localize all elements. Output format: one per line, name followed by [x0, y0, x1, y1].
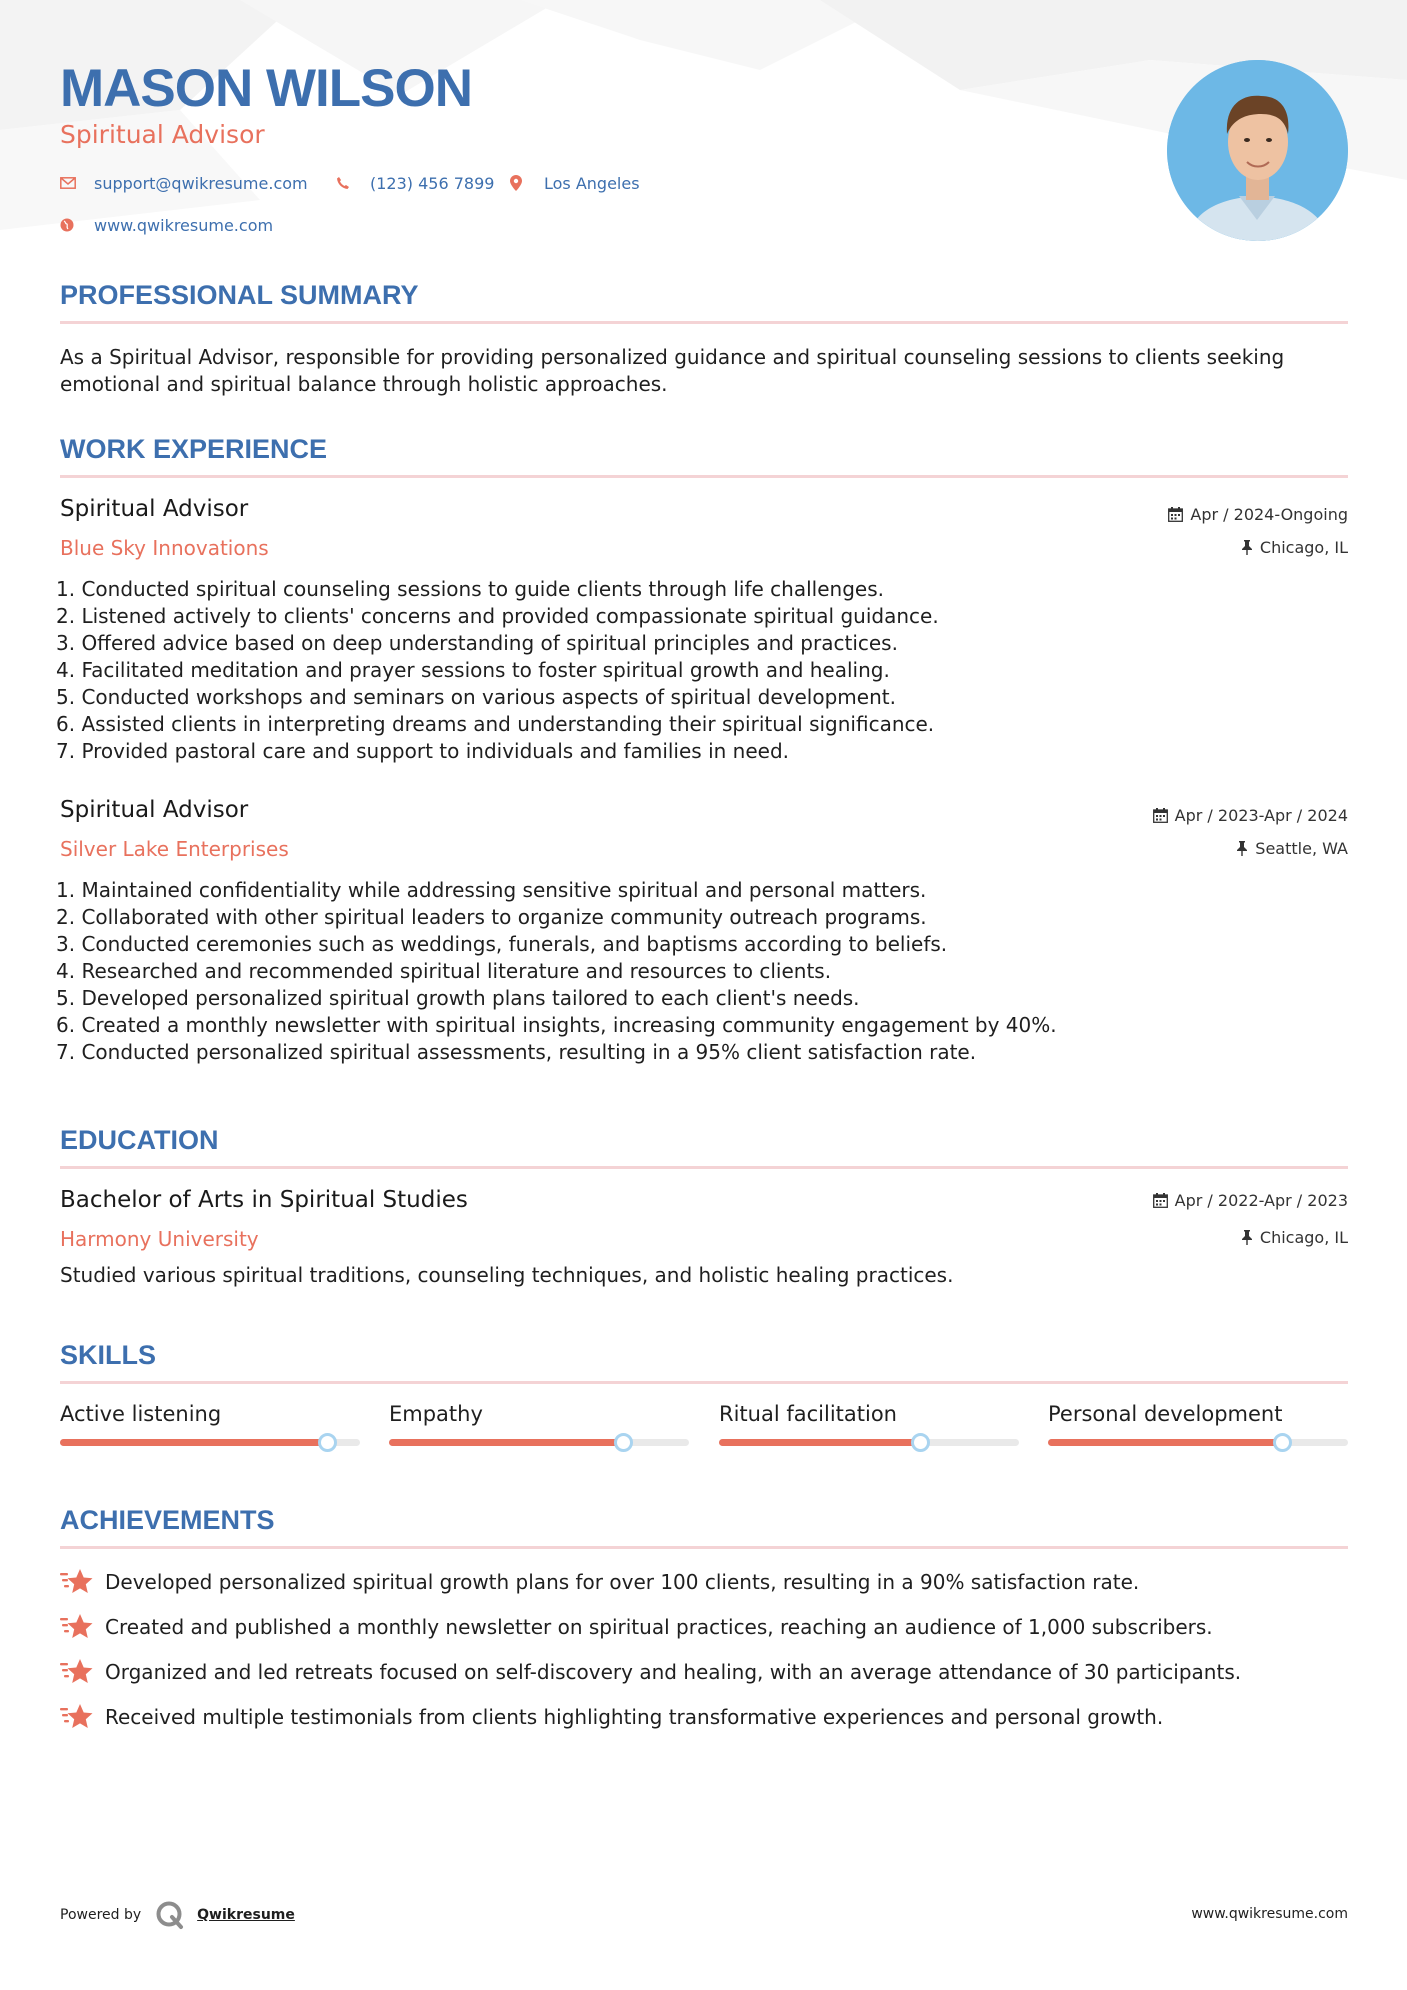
skills-heading: SKILLS [60, 1340, 157, 1370]
phone-icon [336, 173, 360, 193]
skill-bar [60, 1439, 360, 1446]
job-company: Blue Sky Innovations [60, 536, 269, 560]
skill-bar-fill [60, 1439, 327, 1446]
education-dates [1153, 1191, 1348, 1210]
achievement-item [60, 1658, 1241, 1686]
education-description: Studied various spiritual traditions, counseling techniques, and holistic healing practices. [60, 1263, 954, 1287]
education-divider [60, 1166, 1348, 1169]
achievement-item [60, 1703, 1163, 1731]
qwikresume-logo-icon [155, 1900, 185, 1930]
location-text: Los Angeles [544, 173, 640, 193]
profile-photo [1167, 60, 1348, 241]
calendar-icon [1168, 507, 1183, 522]
calendar-icon [1153, 808, 1168, 823]
summary-divider [60, 321, 1348, 324]
envelope-icon [60, 173, 84, 193]
summary-heading: PROFESSIONAL SUMMARY [60, 280, 419, 310]
job-company: Silver Lake Enterprises [60, 837, 289, 861]
contact-phone[interactable] [336, 173, 494, 193]
skill-bar [1048, 1439, 1348, 1446]
school-name: Harmony University [60, 1227, 259, 1251]
experience-divider [60, 475, 1348, 478]
list-item: 7. Provided pastoral care and support to individuals and families in need. [56, 739, 789, 763]
experience-heading: WORK EXPERIENCE [60, 434, 328, 464]
email-text[interactable]: support@qwikresume.com [94, 173, 308, 193]
pushpin-icon [1241, 1230, 1253, 1245]
achievement-text: Received multiple testimonials from clients highlighting transformative experiences and personal growth. [105, 1705, 1164, 1729]
skill-bar-fill [1048, 1439, 1282, 1446]
achievement-item [60, 1568, 1139, 1596]
pushpin-icon [1241, 540, 1253, 555]
job-location [1241, 538, 1348, 557]
phone-text[interactable]: (123) 456 7899 [370, 173, 495, 193]
skill-bar-knob [911, 1433, 930, 1452]
list-item: 5. Developed personalized spiritual growth plans tailored to each client's needs. [56, 986, 860, 1010]
achievement-text: Organized and led retreats focused on self-discovery and healing, with an average attendance of 30 participants. [105, 1660, 1242, 1684]
skill-label: Active listening [60, 1402, 222, 1426]
list-item: 5. Conducted workshops and seminars on various aspects of spiritual development. [56, 685, 896, 709]
website-text[interactable]: www.qwikresume.com [94, 215, 274, 235]
footer-website[interactable]: www.qwikresume.com [1191, 1906, 1348, 1922]
pushpin-icon [1236, 841, 1248, 856]
summary-text: As a Spiritual Advisor, responsible for providing personalized guidance and spiritual counseling sessions to clients seeking emotional and spiritual balance through holistic approaches. [60, 345, 1285, 396]
star-icon [60, 1703, 93, 1731]
list-item: 7. Conducted personalized spiritual assessments, resulting in a 95% client satisfaction rate. [56, 1040, 977, 1064]
skill-bar [389, 1439, 689, 1446]
skill-bar-knob [318, 1433, 337, 1452]
list-item: 6. Created a monthly newsletter with spiritual insights, increasing community engagement by 40%. [56, 1013, 1057, 1037]
footer-powered-by [60, 1900, 295, 1930]
list-item: 2. Listened actively to clients' concerns and provided compassionate spiritual guidance. [56, 604, 939, 628]
star-icon [60, 1568, 93, 1596]
job-responsibilities [56, 576, 1346, 765]
location-pin-icon [510, 173, 534, 193]
candidate-name: MASON WILSON [60, 59, 472, 118]
skill-label: Empathy [389, 1402, 483, 1426]
skill-label: Personal development [1048, 1402, 1283, 1426]
list-item: 2. Collaborated with other spiritual leaders to organize community outreach programs. [56, 905, 927, 929]
skill-label: Ritual facilitation [719, 1402, 897, 1426]
job-responsibilities [56, 877, 1346, 1066]
achievements-divider [60, 1546, 1348, 1549]
list-item: 1. Maintained confidentiality while addressing sensitive spiritual and personal matters. [56, 878, 927, 902]
list-item: 4. Researched and recommended spiritual literature and resources to clients. [56, 959, 832, 983]
skill-bar-knob [1273, 1433, 1292, 1452]
contact-location [510, 173, 640, 193]
list-item: 1. Conducted spiritual counseling sessions to guide clients through life challenges. [56, 577, 884, 601]
job-dates-text: Apr / 2023-Apr / 2024 [1174, 806, 1348, 825]
brand-link[interactable]: Qwikresume [197, 1907, 295, 1923]
job-location-text: Seattle, WA [1255, 839, 1348, 858]
education-dates-text: Apr / 2022-Apr / 2023 [1174, 1191, 1348, 1210]
skills-divider [60, 1381, 1348, 1384]
job-dates [1153, 806, 1348, 825]
degree-title: Bachelor of Arts in Spiritual Studies [60, 1187, 468, 1213]
list-item: 4. Facilitated meditation and prayer sessions to foster spiritual growth and healing. [56, 658, 890, 682]
star-icon [60, 1658, 93, 1686]
achievement-text: Created and published a monthly newsletter on spiritual practices, reaching an audience of 1,000 subscribers. [105, 1615, 1213, 1639]
contact-website[interactable] [60, 215, 273, 235]
skill-bar-knob [614, 1433, 633, 1452]
calendar-icon [1153, 1193, 1168, 1208]
list-item: 6. Assisted clients in interpreting dreams and understanding their spiritual significance. [56, 712, 935, 736]
job-dates-text: Apr / 2024-Ongoing [1190, 505, 1348, 524]
list-item: 3. Conducted ceremonies such as weddings, funerals, and baptisms according to beliefs. [56, 932, 948, 956]
globe-icon [60, 215, 84, 235]
star-icon [60, 1613, 93, 1641]
achievement-item [60, 1613, 1213, 1641]
education-location [1241, 1228, 1348, 1247]
skill-bar-fill [719, 1439, 920, 1446]
job-dates [1168, 505, 1348, 524]
list-item: 3. Offered advice based on deep understanding of spiritual principles and practices. [56, 631, 898, 655]
powered-by-text: Powered by [60, 1907, 142, 1923]
skill-bar-fill [389, 1439, 623, 1446]
job-location [1236, 839, 1348, 858]
contact-email[interactable] [60, 173, 308, 193]
candidate-title: Spiritual Advisor [60, 120, 265, 149]
education-location-text: Chicago, IL [1259, 1228, 1348, 1247]
job-title: Spiritual Advisor [60, 496, 249, 522]
skill-bar [719, 1439, 1019, 1446]
job-title: Spiritual Advisor [60, 797, 249, 823]
education-heading: EDUCATION [60, 1125, 219, 1155]
achievement-text: Developed personalized spiritual growth plans for over 100 clients, resulting in a 90% satisfaction rate. [105, 1570, 1140, 1594]
job-location-text: Chicago, IL [1259, 538, 1348, 557]
achievements-heading: ACHIEVEMENTS [60, 1505, 275, 1535]
